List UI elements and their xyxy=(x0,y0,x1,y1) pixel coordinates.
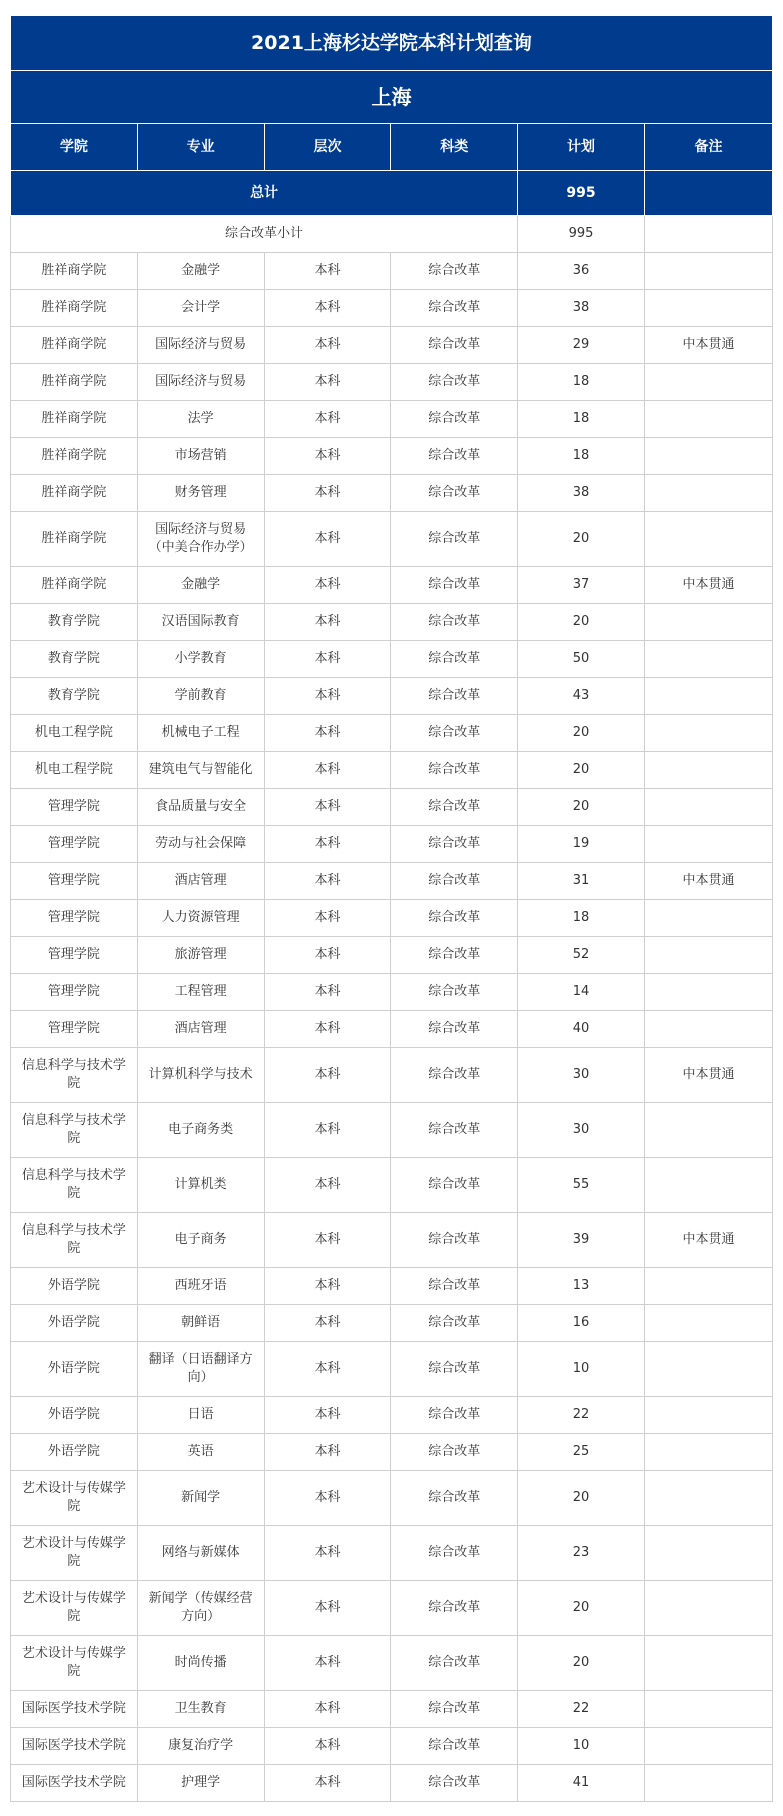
cell-major: 国际经济与贸易（中美合作办学） xyxy=(137,512,264,567)
cell-note: 中本贯通 xyxy=(644,567,772,604)
cell-plan: 31 xyxy=(518,863,645,900)
cell-plan: 20 xyxy=(518,1471,645,1526)
cell-note: 中本贯通 xyxy=(644,327,772,364)
table-row xyxy=(11,1691,773,1728)
table-row xyxy=(11,253,773,290)
cell-plan: 37 xyxy=(518,567,645,604)
cell-category: 综合改革 xyxy=(391,1765,518,1802)
cell-category: 综合改革 xyxy=(391,1342,518,1397)
cell-plan: 25 xyxy=(518,1434,645,1471)
cell-plan: 29 xyxy=(518,327,645,364)
cell-category: 综合改革 xyxy=(391,1397,518,1434)
table-row xyxy=(11,826,773,863)
table-row xyxy=(11,1268,773,1305)
cell-category: 综合改革 xyxy=(391,1636,518,1691)
cell-college: 管理学院 xyxy=(11,789,138,826)
cell-note xyxy=(644,1471,772,1526)
cell-major: 建筑电气与智能化 xyxy=(137,752,264,789)
cell-college: 国际医学技术学院 xyxy=(11,1691,138,1728)
cell-level: 本科 xyxy=(264,1471,391,1526)
cell-plan: 23 xyxy=(518,1526,645,1581)
cell-major: 朝鲜语 xyxy=(137,1305,264,1342)
cell-college: 艺术设计与传媒学院 xyxy=(11,1581,138,1636)
cell-category: 综合改革 xyxy=(391,641,518,678)
cell-level: 本科 xyxy=(264,364,391,401)
table-row xyxy=(11,290,773,327)
cell-college: 管理学院 xyxy=(11,900,138,937)
cell-college: 信息科学与技术学院 xyxy=(11,1103,138,1158)
cell-category: 综合改革 xyxy=(391,900,518,937)
region-row xyxy=(11,71,773,124)
cell-college: 国际医学技术学院 xyxy=(11,1765,138,1802)
cell-note xyxy=(644,253,772,290)
cell-note xyxy=(644,475,772,512)
cell-college: 胜祥商学院 xyxy=(11,438,138,475)
table-row xyxy=(11,752,773,789)
cell-level: 本科 xyxy=(264,1268,391,1305)
cell-major: 国际经济与贸易 xyxy=(137,327,264,364)
cell-plan: 18 xyxy=(518,401,645,438)
cell-category: 综合改革 xyxy=(391,1048,518,1103)
cell-college: 教育学院 xyxy=(11,678,138,715)
table-row xyxy=(11,438,773,475)
table-row xyxy=(11,475,773,512)
cell-major: 食品质量与安全 xyxy=(137,789,264,826)
cell-major: 西班牙语 xyxy=(137,1268,264,1305)
cell-college: 胜祥商学院 xyxy=(11,327,138,364)
cell-major: 日语 xyxy=(137,1397,264,1434)
cell-level: 本科 xyxy=(264,1728,391,1765)
cell-level: 本科 xyxy=(264,900,391,937)
cell-college: 教育学院 xyxy=(11,641,138,678)
cell-note xyxy=(644,401,772,438)
cell-note xyxy=(644,789,772,826)
header-level: 层次 xyxy=(264,124,391,171)
cell-major: 计算机科学与技术 xyxy=(137,1048,264,1103)
cell-major: 法学 xyxy=(137,401,264,438)
table-row xyxy=(11,1048,773,1103)
cell-major: 英语 xyxy=(137,1434,264,1471)
cell-category: 综合改革 xyxy=(391,863,518,900)
cell-plan: 50 xyxy=(518,641,645,678)
cell-major: 工程管理 xyxy=(137,974,264,1011)
cell-category: 综合改革 xyxy=(391,327,518,364)
cell-major: 金融学 xyxy=(137,253,264,290)
cell-major: 护理学 xyxy=(137,1765,264,1802)
table-row xyxy=(11,327,773,364)
cell-category: 综合改革 xyxy=(391,401,518,438)
cell-category: 综合改革 xyxy=(391,1471,518,1526)
table-row xyxy=(11,1434,773,1471)
cell-level: 本科 xyxy=(264,641,391,678)
cell-plan: 38 xyxy=(518,290,645,327)
cell-note xyxy=(644,1011,772,1048)
cell-note xyxy=(644,900,772,937)
cell-college: 外语学院 xyxy=(11,1305,138,1342)
header-note: 备注 xyxy=(644,124,772,171)
table-row xyxy=(11,512,773,567)
table-row xyxy=(11,1103,773,1158)
cell-note xyxy=(644,1158,772,1213)
header-college: 学院 xyxy=(11,124,138,171)
cell-plan: 36 xyxy=(518,253,645,290)
cell-level: 本科 xyxy=(264,1213,391,1268)
title-row xyxy=(11,16,773,71)
cell-major: 网络与新媒体 xyxy=(137,1526,264,1581)
cell-plan: 52 xyxy=(518,937,645,974)
cell-level: 本科 xyxy=(264,1158,391,1213)
total-value: 995 xyxy=(518,171,645,216)
cell-college: 艺术设计与传媒学院 xyxy=(11,1526,138,1581)
cell-note xyxy=(644,1728,772,1765)
cell-note xyxy=(644,678,772,715)
cell-note: 中本贯通 xyxy=(644,1048,772,1103)
cell-note xyxy=(644,1103,772,1158)
cell-note xyxy=(644,826,772,863)
cell-note xyxy=(644,1526,772,1581)
cell-note xyxy=(644,512,772,567)
cell-category: 综合改革 xyxy=(391,604,518,641)
cell-major: 计算机类 xyxy=(137,1158,264,1213)
cell-level: 本科 xyxy=(264,1434,391,1471)
cell-level: 本科 xyxy=(264,789,391,826)
cell-category: 综合改革 xyxy=(391,752,518,789)
cell-plan: 38 xyxy=(518,475,645,512)
cell-level: 本科 xyxy=(264,512,391,567)
plan-table xyxy=(10,15,773,1802)
table-row xyxy=(11,1526,773,1581)
cell-level: 本科 xyxy=(264,1342,391,1397)
cell-note xyxy=(644,641,772,678)
cell-college: 管理学院 xyxy=(11,974,138,1011)
cell-major: 翻译（日语翻译方向） xyxy=(137,1342,264,1397)
table-row xyxy=(11,1305,773,1342)
table-row xyxy=(11,364,773,401)
header-row xyxy=(11,124,773,171)
cell-plan: 20 xyxy=(518,1636,645,1691)
cell-major: 酒店管理 xyxy=(137,1011,264,1048)
cell-college: 信息科学与技术学院 xyxy=(11,1213,138,1268)
cell-plan: 30 xyxy=(518,1103,645,1158)
cell-level: 本科 xyxy=(264,715,391,752)
cell-category: 综合改革 xyxy=(391,715,518,752)
cell-college: 信息科学与技术学院 xyxy=(11,1048,138,1103)
cell-plan: 20 xyxy=(518,789,645,826)
table-row xyxy=(11,641,773,678)
cell-level: 本科 xyxy=(264,253,391,290)
cell-plan: 18 xyxy=(518,900,645,937)
cell-level: 本科 xyxy=(264,604,391,641)
cell-level: 本科 xyxy=(264,826,391,863)
cell-college: 管理学院 xyxy=(11,826,138,863)
cell-plan: 40 xyxy=(518,1011,645,1048)
table-row xyxy=(11,567,773,604)
cell-major: 康复治疗学 xyxy=(137,1728,264,1765)
cell-note xyxy=(644,1342,772,1397)
region-label: 上海 xyxy=(11,71,773,124)
cell-college: 国际医学技术学院 xyxy=(11,1728,138,1765)
total-label: 总计 xyxy=(11,171,518,216)
cell-college: 胜祥商学院 xyxy=(11,512,138,567)
cell-major: 小学教育 xyxy=(137,641,264,678)
table-row xyxy=(11,715,773,752)
cell-level: 本科 xyxy=(264,1103,391,1158)
cell-plan: 55 xyxy=(518,1158,645,1213)
cell-level: 本科 xyxy=(264,974,391,1011)
cell-note: 中本贯通 xyxy=(644,863,772,900)
cell-category: 综合改革 xyxy=(391,789,518,826)
cell-category: 综合改革 xyxy=(391,290,518,327)
cell-category: 综合改革 xyxy=(391,512,518,567)
table-row xyxy=(11,1581,773,1636)
cell-category: 综合改革 xyxy=(391,678,518,715)
cell-note xyxy=(644,1765,772,1802)
cell-level: 本科 xyxy=(264,475,391,512)
cell-note xyxy=(644,974,772,1011)
cell-note xyxy=(644,604,772,641)
cell-note xyxy=(644,1268,772,1305)
table-row xyxy=(11,604,773,641)
cell-note xyxy=(644,1691,772,1728)
cell-category: 综合改革 xyxy=(391,1213,518,1268)
cell-level: 本科 xyxy=(264,1011,391,1048)
header-category: 科类 xyxy=(391,124,518,171)
table-row xyxy=(11,1342,773,1397)
cell-college: 艺术设计与传媒学院 xyxy=(11,1636,138,1691)
table-row xyxy=(11,974,773,1011)
cell-note: 中本贯通 xyxy=(644,1213,772,1268)
cell-major: 卫生教育 xyxy=(137,1691,264,1728)
table-row xyxy=(11,401,773,438)
cell-plan: 20 xyxy=(518,752,645,789)
cell-college: 管理学院 xyxy=(11,863,138,900)
cell-plan: 30 xyxy=(518,1048,645,1103)
header-plan: 计划 xyxy=(518,124,645,171)
cell-major: 新闻学 xyxy=(137,1471,264,1526)
cell-college: 教育学院 xyxy=(11,604,138,641)
cell-plan: 20 xyxy=(518,715,645,752)
cell-college: 管理学院 xyxy=(11,1011,138,1048)
cell-college: 胜祥商学院 xyxy=(11,364,138,401)
cell-major: 金融学 xyxy=(137,567,264,604)
cell-note xyxy=(644,1636,772,1691)
cell-major: 劳动与社会保障 xyxy=(137,826,264,863)
cell-level: 本科 xyxy=(264,678,391,715)
cell-category: 综合改革 xyxy=(391,567,518,604)
table-row xyxy=(11,900,773,937)
cell-college: 机电工程学院 xyxy=(11,715,138,752)
cell-level: 本科 xyxy=(264,327,391,364)
cell-plan: 22 xyxy=(518,1397,645,1434)
cell-college: 胜祥商学院 xyxy=(11,290,138,327)
cell-level: 本科 xyxy=(264,752,391,789)
cell-level: 本科 xyxy=(264,1526,391,1581)
cell-note xyxy=(644,752,772,789)
cell-plan: 18 xyxy=(518,364,645,401)
cell-level: 本科 xyxy=(264,290,391,327)
cell-college: 外语学院 xyxy=(11,1397,138,1434)
cell-category: 综合改革 xyxy=(391,1158,518,1213)
cell-note xyxy=(644,1397,772,1434)
cell-category: 综合改革 xyxy=(391,826,518,863)
table-row xyxy=(11,1158,773,1213)
cell-level: 本科 xyxy=(264,567,391,604)
total-note xyxy=(644,171,772,216)
cell-plan: 39 xyxy=(518,1213,645,1268)
cell-major: 会计学 xyxy=(137,290,264,327)
table-row xyxy=(11,1728,773,1765)
cell-college: 艺术设计与传媒学院 xyxy=(11,1471,138,1526)
cell-plan: 10 xyxy=(518,1728,645,1765)
cell-plan: 10 xyxy=(518,1342,645,1397)
cell-plan: 18 xyxy=(518,438,645,475)
cell-category: 综合改革 xyxy=(391,253,518,290)
cell-major: 新闻学（传媒经营方向） xyxy=(137,1581,264,1636)
plan-table-container xyxy=(10,15,773,1802)
table-row xyxy=(11,1765,773,1802)
cell-plan: 20 xyxy=(518,604,645,641)
cell-category: 综合改革 xyxy=(391,1103,518,1158)
cell-note xyxy=(644,364,772,401)
cell-major: 电子商务 xyxy=(137,1213,264,1268)
cell-plan: 14 xyxy=(518,974,645,1011)
cell-plan: 43 xyxy=(518,678,645,715)
cell-plan: 19 xyxy=(518,826,645,863)
cell-major: 电子商务类 xyxy=(137,1103,264,1158)
cell-category: 综合改革 xyxy=(391,1526,518,1581)
cell-note xyxy=(644,937,772,974)
cell-category: 综合改革 xyxy=(391,364,518,401)
cell-level: 本科 xyxy=(264,937,391,974)
cell-major: 学前教育 xyxy=(137,678,264,715)
table-title: 2021上海杉达学院本科计划查询 xyxy=(11,16,773,71)
header-major: 专业 xyxy=(137,124,264,171)
cell-category: 综合改革 xyxy=(391,1434,518,1471)
cell-college: 胜祥商学院 xyxy=(11,401,138,438)
cell-note xyxy=(644,1434,772,1471)
table-row xyxy=(11,1011,773,1048)
cell-plan: 20 xyxy=(518,1581,645,1636)
cell-category: 综合改革 xyxy=(391,1011,518,1048)
subtotal-row xyxy=(11,216,773,253)
cell-category: 综合改革 xyxy=(391,974,518,1011)
cell-level: 本科 xyxy=(264,1636,391,1691)
cell-major: 机械电子工程 xyxy=(137,715,264,752)
cell-level: 本科 xyxy=(264,1305,391,1342)
table-row xyxy=(11,1471,773,1526)
cell-plan: 41 xyxy=(518,1765,645,1802)
cell-major: 旅游管理 xyxy=(137,937,264,974)
cell-college: 信息科学与技术学院 xyxy=(11,1158,138,1213)
cell-category: 综合改革 xyxy=(391,438,518,475)
table-row xyxy=(11,789,773,826)
cell-level: 本科 xyxy=(264,1691,391,1728)
table-row xyxy=(11,678,773,715)
cell-college: 胜祥商学院 xyxy=(11,567,138,604)
cell-category: 综合改革 xyxy=(391,1728,518,1765)
cell-major: 市场营销 xyxy=(137,438,264,475)
cell-note xyxy=(644,1581,772,1636)
cell-major: 国际经济与贸易 xyxy=(137,364,264,401)
cell-plan: 13 xyxy=(518,1268,645,1305)
table-row xyxy=(11,1397,773,1434)
cell-college: 胜祥商学院 xyxy=(11,475,138,512)
cell-level: 本科 xyxy=(264,1048,391,1103)
cell-plan: 16 xyxy=(518,1305,645,1342)
cell-college: 管理学院 xyxy=(11,937,138,974)
cell-note xyxy=(644,290,772,327)
cell-major: 人力资源管理 xyxy=(137,900,264,937)
table-row xyxy=(11,863,773,900)
cell-note xyxy=(644,1305,772,1342)
cell-college: 外语学院 xyxy=(11,1434,138,1471)
table-row xyxy=(11,1213,773,1268)
table-row xyxy=(11,937,773,974)
cell-level: 本科 xyxy=(264,438,391,475)
cell-level: 本科 xyxy=(264,1397,391,1434)
cell-category: 综合改革 xyxy=(391,1305,518,1342)
cell-plan: 20 xyxy=(518,512,645,567)
cell-major: 酒店管理 xyxy=(137,863,264,900)
cell-college: 外语学院 xyxy=(11,1268,138,1305)
cell-plan: 22 xyxy=(518,1691,645,1728)
cell-category: 综合改革 xyxy=(391,937,518,974)
cell-level: 本科 xyxy=(264,401,391,438)
cell-level: 本科 xyxy=(264,1765,391,1802)
cell-college: 外语学院 xyxy=(11,1342,138,1397)
cell-level: 本科 xyxy=(264,863,391,900)
total-row xyxy=(11,171,773,216)
subtotal-label: 综合改革小计 xyxy=(11,216,518,253)
subtotal-note xyxy=(644,216,772,253)
cell-major: 汉语国际教育 xyxy=(137,604,264,641)
cell-category: 综合改革 xyxy=(391,1691,518,1728)
cell-note xyxy=(644,715,772,752)
cell-category: 综合改革 xyxy=(391,475,518,512)
cell-category: 综合改革 xyxy=(391,1581,518,1636)
cell-major: 时尚传播 xyxy=(137,1636,264,1691)
table-row xyxy=(11,1636,773,1691)
cell-college: 胜祥商学院 xyxy=(11,253,138,290)
subtotal-value: 995 xyxy=(518,216,645,253)
cell-college: 机电工程学院 xyxy=(11,752,138,789)
cell-major: 财务管理 xyxy=(137,475,264,512)
cell-level: 本科 xyxy=(264,1581,391,1636)
cell-note xyxy=(644,438,772,475)
cell-category: 综合改革 xyxy=(391,1268,518,1305)
